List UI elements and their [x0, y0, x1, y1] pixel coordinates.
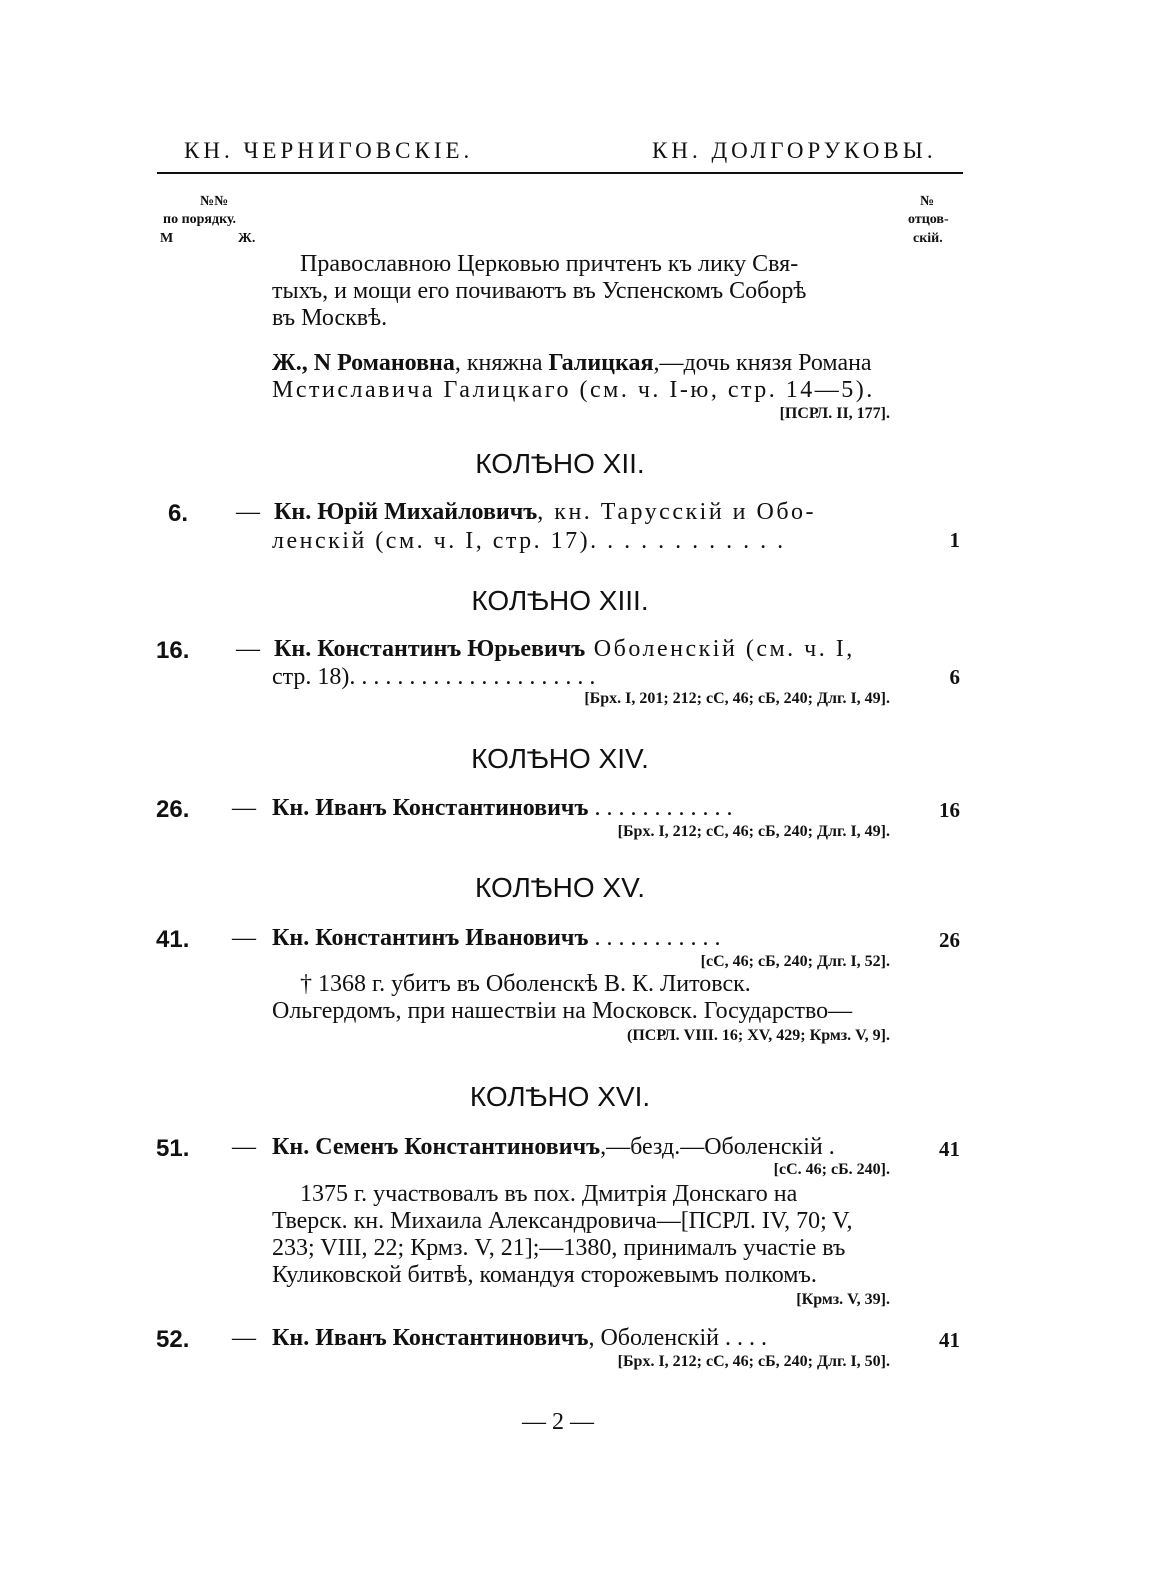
entry-name: Кн. Константинъ Ивановичъ: [272, 925, 589, 951]
entry-line-1: [274, 498, 816, 526]
intro-line-3: въ Москвѣ.: [272, 305, 388, 331]
col-head-right-2: отцов-: [908, 212, 949, 227]
entry-name: Кн. Юрій Михайловичъ: [274, 499, 538, 525]
entry-number: 26.: [156, 796, 190, 823]
entry-number: 6.: [168, 500, 189, 527]
entry-rest: . . . . . . . . . . . .: [588, 795, 733, 821]
generation-title-12: КОЛѢНО XII.: [475, 448, 645, 479]
entry-note-4: Куликовской битвѣ, командуя сторожевымъ полкомъ.: [272, 1262, 817, 1288]
entry-ref: [Брх. I, 201; 212; сС, 46; сБ, 240; Длг. I, 49].: [584, 690, 890, 707]
entry-dash: —: [232, 925, 256, 951]
entry-name: Кн. Константинъ Юрьевичъ: [274, 636, 586, 662]
wife-ref: [ПСРЛ. II, 177].: [779, 405, 890, 422]
entry-note-1: † 1368 г. убитъ въ Оболенскѣ В. К. Литовск.: [300, 971, 751, 997]
entry-rest: , Оболенскій . . . .: [588, 1325, 767, 1351]
intro-line-2: тыхъ, и мощи его почиваютъ въ Успенскомъ Соборѣ: [272, 278, 807, 304]
entry-name: Кн. Иванъ Константиновичъ: [272, 1325, 589, 1351]
col-head-left-2: по порядку.: [163, 212, 237, 227]
entry-note-2: Тверск. кн. Михаила Александровича—[ПСРЛ. IV, 70; V,: [272, 1208, 853, 1234]
entry-line-1: [274, 635, 855, 663]
entry-ref: [Брх. I, 212; сС, 46; сБ, 240; Длг. I, 50].: [617, 1353, 890, 1370]
entry-line-2: стр. 18). . . . . . . . . . . . . . . . . . . . .: [272, 664, 596, 690]
generation-title-13: КОЛѢНО XIII.: [471, 585, 649, 616]
col-head-left-m: М: [160, 231, 174, 246]
entry-dash: —: [232, 1325, 256, 1351]
entry-note-ref: (ПСРЛ. VIII. 16; XV, 429; Крмз. V, 9].: [627, 1027, 890, 1044]
entry-rest: Оболенскій (см. ч. І,: [585, 636, 855, 662]
entry-dash: —: [232, 795, 256, 821]
col-head-right-1: №: [920, 194, 935, 209]
wife-text-2: ,—дочь князя Романа: [653, 350, 872, 376]
entry-ref: [Брх. I, 212; сС, 46; сБ, 240; Длг. I, 49].: [617, 823, 890, 840]
generation-title-15: КОЛѢНО XV.: [475, 872, 645, 903]
wife-line-2: Мстиславича Галицкаго (см. ч. І-ю, стр. 14—5).: [272, 377, 875, 403]
parent-number: 41: [939, 1137, 960, 1161]
entry-number: 41.: [156, 926, 190, 953]
col-head-right-3: скій.: [913, 231, 943, 246]
parent-number: 6: [949, 665, 960, 689]
entry-dash: —: [232, 1134, 256, 1160]
parent-number: 1: [949, 528, 960, 552]
entry-line-2: ленскій (см. ч. І, стр. 17). . . . . . . . . . . .: [272, 528, 786, 554]
entry-line-1: [272, 794, 732, 822]
entry-rest: , кн. Тарусскій и Обо-: [537, 499, 817, 525]
header-right: КН. ДОЛГОРУКОВЫ.: [652, 138, 937, 163]
entry-line-1: [272, 924, 720, 952]
parent-number: 41: [939, 1328, 960, 1352]
entry-note-3: 233; VIII, 22; Крмз. V, 21];—1380, принималъ участіе въ: [272, 1235, 846, 1261]
col-head-left-1: №№: [200, 194, 229, 209]
entry-note-ref: [Крмз. V, 39].: [796, 1291, 890, 1308]
wife-line-1: [272, 349, 872, 377]
col-head-left-zh: Ж.: [238, 231, 256, 246]
header-rule: [157, 172, 963, 174]
entry-rest: ,—безд.—Оболенскій .: [600, 1134, 835, 1160]
entry-name: Кн. Иванъ Константиновичъ: [272, 795, 589, 821]
header-left: КН. ЧЕРНИГОВСКІЕ.: [184, 138, 474, 163]
entry-number: 16.: [156, 637, 190, 664]
page-number: — 2 —: [522, 1409, 594, 1435]
entry-line-1: [272, 1133, 835, 1161]
entry-number: 52.: [156, 1326, 190, 1353]
generation-title-14: КОЛѢНО XIV.: [471, 743, 649, 774]
entry-number: 51.: [156, 1135, 190, 1162]
entry-ref: [сС. 46; сБ. 240].: [773, 1161, 890, 1178]
wife-house: Галицкая: [548, 350, 654, 376]
entry-name: Кн. Семенъ Константиновичъ: [272, 1134, 601, 1160]
intro-line-1: Православною Церковью причтенъ къ лику Свя-: [300, 251, 799, 277]
entry-note-1: 1375 г. участвовалъ въ пох. Дмитрія Донскаго на: [300, 1181, 798, 1207]
wife-text-1: , княжна: [454, 350, 549, 376]
generation-title-16: КОЛѢНО XVI.: [469, 1081, 651, 1112]
entry-dash: —: [236, 636, 260, 662]
parent-number: 16: [939, 798, 960, 822]
entry-dash: —: [236, 499, 260, 525]
entry-rest: . . . . . . . . . . .: [588, 925, 721, 951]
entry-ref: [сС, 46; сБ, 240; Длг. I, 52].: [700, 953, 890, 970]
parent-number: 26: [939, 928, 960, 952]
entry-note-2: Ольгердомъ, при нашествіи на Московск. Государство—: [272, 998, 853, 1024]
wife-name: Ж., N Романовна: [272, 350, 455, 376]
entry-line-1: [272, 1324, 767, 1352]
